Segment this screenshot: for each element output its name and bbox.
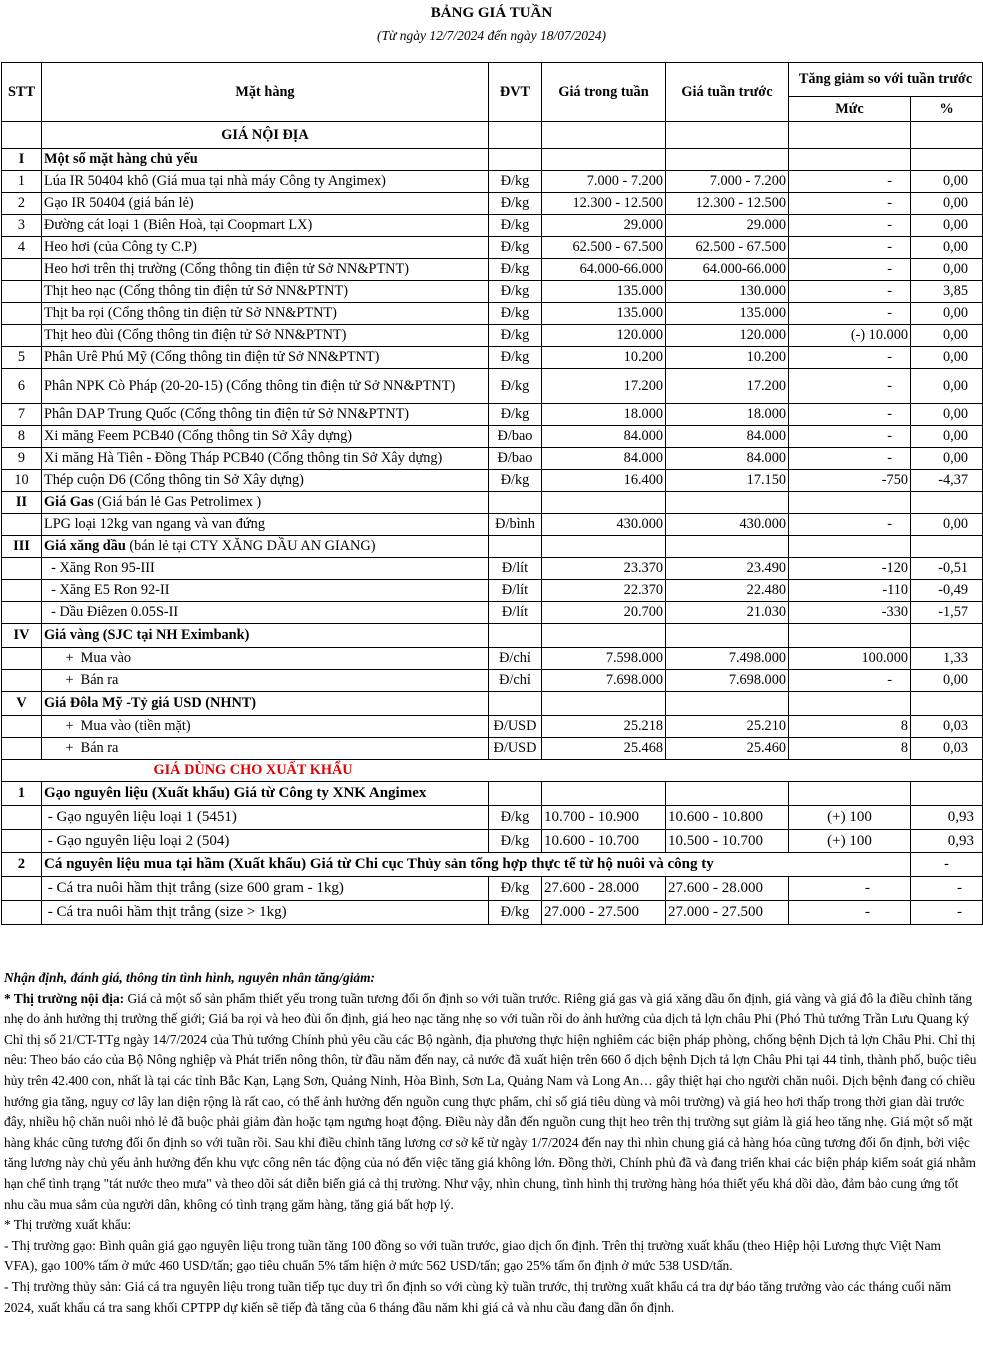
row-unit: Đ/kg bbox=[489, 877, 542, 901]
row-item: Đường cát loại 1 (Biên Hoà, tại Coopmart LX) bbox=[42, 215, 489, 237]
table-row bbox=[2, 171, 983, 193]
empty-cell bbox=[911, 149, 983, 171]
row-this-week: 7.598.000 bbox=[542, 648, 666, 670]
row-change-percent: 0,00 bbox=[911, 303, 983, 325]
rice-market-text: - Thị trường gạo: Bình quân giá gạo nguyên liệu trong tuần tăng 100 đồng so với tuần trước, giao dịch ổn định. Trên thị trường xuất khẩu (theo Hiệp hội Lương thực Việt Nam VFA), gạo 100% tấm ở mức 460 USD/tấn; gạo tiêu chuẩn 5% tấm hiện ở mức 562 USD/tấn; gạo 25% tấm ổn định ở mức 538 USD/tấn. bbox=[4, 1237, 941, 1274]
row-item: Thịt heo nạc (Cổng thông tin điện tử Sở NN&PTNT) bbox=[42, 281, 489, 303]
row-change-level: - bbox=[789, 259, 911, 281]
empty-cell bbox=[911, 782, 983, 806]
row-this-week: 135.000 bbox=[542, 281, 666, 303]
table-row bbox=[2, 369, 983, 404]
row-stt: 9 bbox=[2, 448, 42, 470]
table-row bbox=[2, 426, 983, 448]
row-change-level: 8 bbox=[789, 738, 911, 760]
row-last-week: 17.200 bbox=[666, 369, 789, 404]
row-change-level: (-) 10.000 bbox=[789, 325, 911, 347]
row-last-week: 25.460 bbox=[666, 738, 789, 760]
row-item bbox=[42, 492, 489, 514]
section-title: Một số mặt hàng chủ yếu bbox=[44, 151, 198, 167]
section-note: (Giá bán lẻ Gas Petrolimex ) bbox=[93, 494, 262, 510]
row-last-week: 23.490 bbox=[666, 558, 789, 580]
row-change-percent: 0,00 bbox=[911, 259, 983, 281]
row-unit: Đ/USD bbox=[489, 738, 542, 760]
empty-cell bbox=[911, 624, 983, 648]
empty-cell bbox=[489, 536, 542, 558]
empty-cell bbox=[789, 624, 911, 648]
row-unit: Đ/bao bbox=[489, 426, 542, 448]
row-item bbox=[42, 536, 489, 558]
row-this-week: 10.700 - 10.900 bbox=[542, 806, 666, 830]
row-unit: Đ/lít bbox=[489, 602, 542, 624]
row-stt: 2 bbox=[2, 853, 42, 877]
row-change-percent: 0,00 bbox=[911, 448, 983, 470]
row-item bbox=[42, 782, 489, 806]
empty-cell bbox=[666, 149, 789, 171]
empty-cell bbox=[666, 692, 789, 716]
row-unit: Đ/kg bbox=[489, 237, 542, 259]
row-item: - Gạo nguyên liệu loại 2 (504) bbox=[42, 829, 489, 853]
row-item bbox=[42, 149, 489, 171]
row-stt: 8 bbox=[2, 426, 42, 448]
empty-cell bbox=[911, 536, 983, 558]
table-row bbox=[2, 806, 983, 830]
section-row bbox=[2, 536, 983, 558]
row-change-percent: 0,00 bbox=[911, 404, 983, 426]
empty-cell bbox=[911, 692, 983, 716]
row-last-week: 22.480 bbox=[666, 580, 789, 602]
col-header-change: Tăng giảm so với tuần trước bbox=[789, 63, 983, 97]
row-last-week: 62.500 - 67.500 bbox=[666, 237, 789, 259]
empty-cell bbox=[489, 782, 542, 806]
table-row bbox=[2, 514, 983, 536]
table-row bbox=[2, 281, 983, 303]
row-unit: Đ/chỉ bbox=[489, 648, 542, 670]
row-change-percent: -0,51 bbox=[911, 558, 983, 580]
table-row bbox=[2, 404, 983, 426]
row-stt bbox=[2, 829, 42, 853]
empty-cell bbox=[489, 492, 542, 514]
row-change-percent: 0,03 bbox=[911, 738, 983, 760]
row-item: Lúa IR 50404 khô (Giá mua tại nhà máy Công ty Angimex) bbox=[42, 171, 489, 193]
row-change-level: - bbox=[789, 514, 911, 536]
table-row bbox=[2, 670, 983, 692]
row-change-level: - bbox=[789, 426, 911, 448]
row-stt bbox=[2, 580, 42, 602]
domestic-title: GIÁ NỘI ĐỊA bbox=[42, 122, 489, 149]
section-row bbox=[2, 692, 983, 716]
row-last-week: 17.150 bbox=[666, 470, 789, 492]
fish-market-text: - Thị trường thủy sản: Giá cá tra nguyên liệu trong tuần tiếp tục duy trì ổn định so với cùng kỳ tuần trước, thị trường xuất khẩu cá tra dự báo tăng trưởng vào các tháng cuối năm 2024, xuất khẩu cá tra sang khối CPTPP dự kiến sẽ tiếp đà tăng của 6 tháng đầu năm khi giá cả và nhu cầu đang dần ổn định. bbox=[4, 1278, 952, 1315]
row-change-percent: - bbox=[911, 901, 983, 925]
price-table bbox=[1, 62, 983, 925]
row-item: Phân Urê Phú Mỹ (Cổng thông tin điện tử Sở NN&PTNT) bbox=[42, 347, 489, 369]
row-this-week: 64.000-66.000 bbox=[542, 259, 666, 281]
row-stt bbox=[2, 806, 42, 830]
row-item: + Mua vào (tiền mặt) bbox=[42, 716, 489, 738]
row-item: - Gạo nguyên liệu loại 1 (5451) bbox=[42, 806, 489, 830]
table-row bbox=[2, 558, 983, 580]
row-change-percent: 0,00 bbox=[911, 670, 983, 692]
row-stt: IV bbox=[2, 624, 42, 648]
row-stt: 3 bbox=[2, 215, 42, 237]
section-row bbox=[2, 624, 983, 648]
row-change-level: - bbox=[789, 281, 911, 303]
row-unit: Đ/kg bbox=[489, 404, 542, 426]
export-title: GIÁ DÙNG CHO XUẤT KHẨU bbox=[42, 760, 983, 782]
row-change-level: -120 bbox=[789, 558, 911, 580]
row-unit: Đ/kg bbox=[489, 215, 542, 237]
row-this-week: 25.468 bbox=[542, 738, 666, 760]
row-item bbox=[42, 692, 489, 716]
section-title: Giá xăng dầu bbox=[44, 538, 126, 554]
table-row bbox=[2, 470, 983, 492]
row-change-level: - bbox=[789, 901, 911, 925]
row-this-week: 84.000 bbox=[542, 448, 666, 470]
row-change-level: (+) 100 bbox=[789, 806, 911, 830]
table-row bbox=[2, 347, 983, 369]
row-unit: Đ/bình bbox=[489, 514, 542, 536]
row-last-week: 10.500 - 10.700 bbox=[666, 829, 789, 853]
row-unit: Đ/kg bbox=[489, 347, 542, 369]
row-unit: Đ/kg bbox=[489, 829, 542, 853]
row-last-week: 18.000 bbox=[666, 404, 789, 426]
row-stt: V bbox=[2, 692, 42, 716]
section-title: Cá nguyên liệu mua tại hầm (Xuất khẩu) Giá từ Chi cục Thủy sản tổng hợp thực tế từ hộ nuôi và công ty bbox=[44, 856, 714, 873]
row-stt bbox=[2, 602, 42, 624]
empty-cell bbox=[489, 692, 542, 716]
table-row bbox=[2, 648, 983, 670]
row-unit: Đ/kg bbox=[489, 171, 542, 193]
row-unit: Đ/lít bbox=[489, 580, 542, 602]
row-last-week: 84.000 bbox=[666, 448, 789, 470]
row-unit: Đ/kg bbox=[489, 901, 542, 925]
row-last-week: 120.000 bbox=[666, 325, 789, 347]
row-this-week: 12.300 - 12.500 bbox=[542, 193, 666, 215]
row-last-week: 21.030 bbox=[666, 602, 789, 624]
row-change-percent: 0,00 bbox=[911, 347, 983, 369]
table-row bbox=[2, 602, 983, 624]
row-stt bbox=[2, 648, 42, 670]
empty-cell bbox=[542, 782, 666, 806]
row-unit: Đ/kg bbox=[489, 325, 542, 347]
row-item: Thịt heo đùi (Cổng thông tin điện tử Sở NN&PTNT) bbox=[42, 325, 489, 347]
empty-cell bbox=[789, 692, 911, 716]
row-item: Thép cuộn D6 (Cổng thông tin Sở Xây dựng) bbox=[42, 470, 489, 492]
row-last-week: 7.698.000 bbox=[666, 670, 789, 692]
section-title: Giá vàng (SJC tại NH Eximbank) bbox=[44, 627, 250, 643]
row-stt: 2 bbox=[2, 193, 42, 215]
row-item: Xi măng Hà Tiên - Đồng Tháp PCB40 (Cổng thông tin Sở Xây dựng) bbox=[42, 448, 489, 470]
table-row bbox=[2, 829, 983, 853]
row-change-level: -110 bbox=[789, 580, 911, 602]
row-item: + Mua vào bbox=[42, 648, 489, 670]
row-unit: Đ/lít bbox=[489, 558, 542, 580]
row-change-percent: 0,00 bbox=[911, 426, 983, 448]
row-last-week: 10.200 bbox=[666, 347, 789, 369]
row-change-level: -330 bbox=[789, 602, 911, 624]
row-last-week: 130.000 bbox=[666, 281, 789, 303]
page-title: BẢNG GIÁ TUẦN bbox=[430, 5, 553, 21]
row-this-week: 10.600 - 10.700 bbox=[542, 829, 666, 853]
table-row bbox=[2, 448, 983, 470]
empty-cell bbox=[789, 149, 911, 171]
row-this-week: 17.200 bbox=[542, 369, 666, 404]
empty-cell bbox=[542, 149, 666, 171]
row-stt bbox=[2, 259, 42, 281]
col-header-item: Mặt hàng bbox=[42, 63, 489, 122]
col-header-last-week: Giá tuần trước bbox=[666, 63, 789, 122]
row-this-week: 25.218 bbox=[542, 716, 666, 738]
table-row bbox=[2, 716, 983, 738]
row-change-level: - bbox=[789, 448, 911, 470]
row-stt bbox=[2, 514, 42, 536]
empty-cell bbox=[542, 692, 666, 716]
row-last-week: 135.000 bbox=[666, 303, 789, 325]
row-item: + Bán ra bbox=[42, 738, 489, 760]
row-item: + Bán ra bbox=[42, 670, 489, 692]
row-last-week: 430.000 bbox=[666, 514, 789, 536]
row-unit: Đ/kg bbox=[489, 470, 542, 492]
domestic-market-text: Giá cả một số sản phẩm thiết yếu trong tuần tương đối ổn định so với tuần trước. Riêng giá gas và giá xăng dầu ổn định, giá vàng và giá đô la điều chỉnh tăng nhẹ do ảnh hưởng thị trường thế giới; Giá ba rọi và heo đùi ổn định, giá heo nạc tăng nhẹ so với tuần rồi do ảnh hưởng của dịch tả lợn châu Phi (Phó Thủ tướng Trần Lưu Quang ký Chỉ thị số 21/CT-TTg ngày 14/7/2024 của Thủ tướng Chính phủ yêu cầu các Bộ ngành, địa phương thực hiện nghiêm các biện pháp phòng, chống bệnh Dịch tả lợn Châu Phi. Chỉ thị nêu: Theo báo cáo của Bộ Nông nghiệp và Phát triển nông thôn, từ đầu năm đến nay, cả nước đã xuất hiện trên 660 ổ dịch bệnh Dịch tả lợn Châu Phi tại 44 tỉnh, thành phố, buộc tiêu hủy trên 42.400 con, nhất là tại các tỉnh Bắc Kạn, Lạng Sơn, Quảng Ninh, Hòa Bình, Sơn La, Quảng Nam và Long An… gây thiệt hại cho người chăn nuôi. Dịch bệnh đang có chiều hướng gia tăng, nguy cơ lây lan diện rộng là rất cao, có thể ảnh hưởng đến nguồn cung thực phẩm, chỉ số giá tiêu dùng và môi trường) và giá heo hơi thấp trong thời gian dài trước đây, nhiều hộ chăn nuôi nhỏ lẻ đã buộc phải giảm đàn hoặc tạm ngưng hoạt động. Điều này dẫn đến nguồn cung thịt heo trên thị trường sụt giảm là giá heo tăng nhẹ. Giá một số mặt hàng khác cũng tương đối ổn định so với tuần rồi. Sau khi điều chỉnh tăng lương cơ sở kể từ ngày 1/7/2024 đến nay thì nhìn chung giá cả hàng hóa cũng tương đối ổn định, bởi việc tăng lương này chủ yếu ảnh hưởng đến khu vực công nên tác động của nó đến việc tăng giá không lớn. Đồng thời, Chính phủ đã và đang triển khai các biện pháp kiểm soát giá nhằm hạn chế tình trạng "tát nước theo mưa" và theo dõi sát diễn biến giá cả thị trường. Như vậy, nhìn chung, tình hình thị trường hàng hóa thiết yếu khá dồi dào, đảm bảo cung ứng tốt nhu cầu mua sắm của người dân, không có tình trạng găm hàng, tăng giá bất hợp lý. bbox=[4, 990, 977, 1212]
row-change-percent: -4,37 bbox=[911, 470, 983, 492]
empty-cell bbox=[542, 536, 666, 558]
row-last-week: 27.600 - 28.000 bbox=[666, 877, 789, 901]
row-this-week: 10.200 bbox=[542, 347, 666, 369]
section-row bbox=[2, 782, 983, 806]
row-stt: 5 bbox=[2, 347, 42, 369]
row-stt bbox=[2, 738, 42, 760]
empty-cell bbox=[489, 624, 542, 648]
section-row bbox=[2, 149, 983, 171]
section-note: (bán lẻ tại CTY XĂNG DẦU AN GIANG) bbox=[125, 538, 376, 554]
row-unit: Đ/kg bbox=[489, 369, 542, 404]
row-item bbox=[42, 624, 489, 648]
empty-cell bbox=[542, 624, 666, 648]
row-last-week: 84.000 bbox=[666, 426, 789, 448]
empty-cell bbox=[666, 624, 789, 648]
row-item: Thịt ba rọi (Cổng thông tin điện tử Sở NN&PTNT) bbox=[42, 303, 489, 325]
row-this-week: 18.000 bbox=[542, 404, 666, 426]
section-row bbox=[2, 853, 983, 877]
table-row bbox=[2, 738, 983, 760]
empty-cell bbox=[789, 492, 911, 514]
row-change-level: - bbox=[789, 670, 911, 692]
row-this-week: 135.000 bbox=[542, 303, 666, 325]
col-header-unit: ĐVT bbox=[489, 63, 542, 122]
row-change-percent: 0,93 bbox=[911, 806, 983, 830]
row-change-percent: -0,49 bbox=[911, 580, 983, 602]
empty-cell bbox=[666, 782, 789, 806]
row-last-week: 7.498.000 bbox=[666, 648, 789, 670]
table-row bbox=[2, 580, 983, 602]
row-stt: 7 bbox=[2, 404, 42, 426]
row-unit: Đ/kg bbox=[489, 259, 542, 281]
row-stt bbox=[2, 325, 42, 347]
empty-cell bbox=[542, 492, 666, 514]
row-change-level: - bbox=[789, 347, 911, 369]
row-item: - Dầu Điêzen 0.05S-II bbox=[42, 602, 489, 624]
row-this-week: 7.000 - 7.200 bbox=[542, 171, 666, 193]
row-this-week: 430.000 bbox=[542, 514, 666, 536]
row-item: Phân NPK Cò Pháp (20-20-15) (Cổng thông tin điện tử Sở NN&PTNT) bbox=[42, 369, 489, 404]
table-row bbox=[2, 259, 983, 281]
row-item: Phân DAP Trung Quốc (Cổng thông tin điện tử Sở NN&PTNT) bbox=[42, 404, 489, 426]
row-this-week: 20.700 bbox=[542, 602, 666, 624]
row-change-level: - bbox=[789, 404, 911, 426]
row-change-level: - bbox=[789, 171, 911, 193]
empty-cell bbox=[911, 492, 983, 514]
row-change-percent: -1,57 bbox=[911, 602, 983, 624]
row-change-percent: - bbox=[911, 877, 983, 901]
col-header-this-week: Giá trong tuần bbox=[542, 63, 666, 122]
row-stt: III bbox=[2, 536, 42, 558]
row-item: Heo hơi trên thị trường (Cổng thông tin điện tử Sở NN&PTNT) bbox=[42, 259, 489, 281]
row-stt: 6 bbox=[2, 369, 42, 404]
row-change-percent: 0,00 bbox=[911, 171, 983, 193]
row-change-percent: 0,00 bbox=[911, 215, 983, 237]
empty-cell bbox=[666, 492, 789, 514]
table-row bbox=[2, 215, 983, 237]
empty-cell bbox=[489, 149, 542, 171]
row-unit: Đ/kg bbox=[489, 303, 542, 325]
row-last-week: 7.000 - 7.200 bbox=[666, 171, 789, 193]
row-change-level: 8 bbox=[789, 716, 911, 738]
row-stt: 10 bbox=[2, 470, 42, 492]
row-item: - Xăng Ron 95-III bbox=[42, 558, 489, 580]
row-change-percent: 0,00 bbox=[911, 369, 983, 404]
row-this-week: 27.000 - 27.500 bbox=[542, 901, 666, 925]
row-change-percent: 1,33 bbox=[911, 648, 983, 670]
section-row bbox=[2, 492, 983, 514]
section-title: Giá Đôla Mỹ -Tỷ giá USD (NHNT) bbox=[44, 695, 257, 711]
row-item: - Cá tra nuôi hầm thịt trắng (size 600 gram - 1kg) bbox=[42, 877, 489, 901]
col-header-percent: % bbox=[911, 97, 983, 122]
row-change-level: - bbox=[789, 193, 911, 215]
row-stt bbox=[2, 716, 42, 738]
row-stt: II bbox=[2, 492, 42, 514]
row-change-percent: 0,00 bbox=[911, 325, 983, 347]
section-title: Giá Gas bbox=[44, 494, 94, 510]
table-row bbox=[2, 193, 983, 215]
row-stt: 1 bbox=[2, 782, 42, 806]
row-item: Xi măng Feem PCB40 (Cổng thông tin Sở Xây dựng) bbox=[42, 426, 489, 448]
row-this-week: 22.370 bbox=[542, 580, 666, 602]
row-change-percent: 0,00 bbox=[911, 237, 983, 259]
row-last-week: 27.000 - 27.500 bbox=[666, 901, 789, 925]
row-stt: 4 bbox=[2, 237, 42, 259]
row-this-week: 29.000 bbox=[542, 215, 666, 237]
row-stt bbox=[2, 670, 42, 692]
export-market-label: * Thị trường xuất khẩu: bbox=[4, 1217, 132, 1233]
row-change-level: (+) 100 bbox=[789, 829, 911, 853]
col-header-stt: STT bbox=[2, 63, 42, 122]
row-item: LPG loại 12kg van ngang và van đứng bbox=[42, 514, 489, 536]
row-this-week: 7.698.000 bbox=[542, 670, 666, 692]
section-title: Gạo nguyên liệu (Xuất khẩu) Giá từ Công ty XNK Angimex bbox=[44, 785, 427, 801]
row-last-week: 10.600 - 10.800 bbox=[666, 806, 789, 830]
row-stt bbox=[2, 877, 42, 901]
export-title-row bbox=[2, 760, 983, 782]
row-change-level: - bbox=[789, 303, 911, 325]
row-change-level: -750 bbox=[789, 470, 911, 492]
notes-section bbox=[4, 968, 977, 1318]
row-this-week: 84.000 bbox=[542, 426, 666, 448]
table-row bbox=[2, 325, 983, 347]
row-stt: 1 bbox=[2, 171, 42, 193]
table-row bbox=[2, 303, 983, 325]
row-change-percent: 0,00 bbox=[911, 514, 983, 536]
empty-cell bbox=[789, 536, 911, 558]
row-this-week: 27.600 - 28.000 bbox=[542, 877, 666, 901]
row-stt bbox=[2, 281, 42, 303]
row-change-percent: 0,03 bbox=[911, 716, 983, 738]
row-unit: Đ/USD bbox=[489, 716, 542, 738]
row-stt bbox=[2, 901, 42, 925]
domestic-market-label: * Thị trường nội địa: bbox=[4, 990, 125, 1006]
domestic-title-row bbox=[2, 122, 983, 149]
row-change-level: - bbox=[789, 877, 911, 901]
table-row bbox=[2, 237, 983, 259]
row-stt bbox=[2, 558, 42, 580]
row-change-percent: 3,85 bbox=[911, 281, 983, 303]
row-last-week: 64.000-66.000 bbox=[666, 259, 789, 281]
row-change-level: - bbox=[789, 237, 911, 259]
row-stt: I bbox=[2, 149, 42, 171]
row-item: Heo hơi (của Công ty C.P) bbox=[42, 237, 489, 259]
col-header-level: Mức bbox=[789, 97, 911, 122]
row-unit: Đ/kg bbox=[489, 806, 542, 830]
row-item: Gạo IR 50404 (giá bán lẻ) bbox=[42, 193, 489, 215]
row-item: - Cá tra nuôi hầm thịt trắng (size > 1kg) bbox=[42, 901, 489, 925]
empty-cell bbox=[666, 536, 789, 558]
table-row bbox=[2, 901, 983, 925]
row-item: - Xăng E5 Ron 92-II bbox=[42, 580, 489, 602]
empty-cell bbox=[789, 782, 911, 806]
row-stt bbox=[2, 303, 42, 325]
row-item bbox=[42, 853, 911, 877]
table-row bbox=[2, 877, 983, 901]
row-this-week: 16.400 bbox=[542, 470, 666, 492]
notes-heading: Nhận định, đánh giá, thông tin tình hình, nguyên nhân tăng/giảm: bbox=[4, 970, 376, 985]
row-unit: Đ/kg bbox=[489, 193, 542, 215]
row-last-week: 12.300 - 12.500 bbox=[666, 193, 789, 215]
row-this-week: 62.500 - 67.500 bbox=[542, 237, 666, 259]
row-unit: Đ/kg bbox=[489, 281, 542, 303]
row-unit: Đ/bao bbox=[489, 448, 542, 470]
row-change-percent: 0,00 bbox=[911, 193, 983, 215]
row-change-level: - bbox=[789, 369, 911, 404]
row-change-level: 100.000 bbox=[789, 648, 911, 670]
page-subtitle: (Từ ngày 12/7/2024 đến ngày 18/07/2024) bbox=[377, 28, 606, 43]
row-last-week: 29.000 bbox=[666, 215, 789, 237]
row-this-week: 23.370 bbox=[542, 558, 666, 580]
empty-cell bbox=[2, 760, 42, 782]
row-unit: Đ/chỉ bbox=[489, 670, 542, 692]
row-change-percent: 0,93 bbox=[911, 829, 983, 853]
row-change-level: - bbox=[789, 215, 911, 237]
row-percent: - bbox=[911, 853, 983, 877]
row-last-week: 25.210 bbox=[666, 716, 789, 738]
row-this-week: 120.000 bbox=[542, 325, 666, 347]
